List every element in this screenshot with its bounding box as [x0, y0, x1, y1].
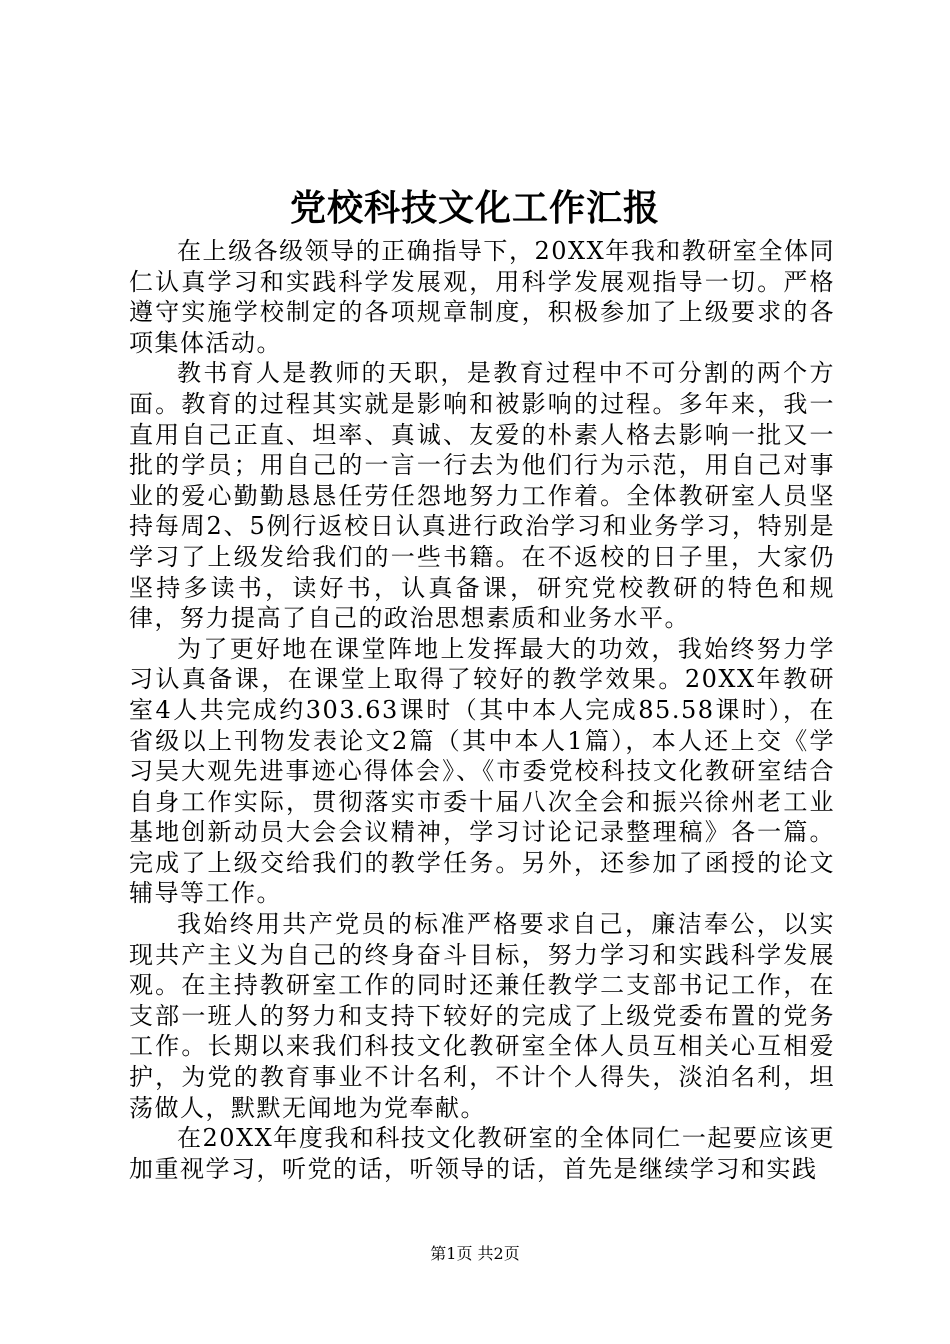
paragraph: 为了更好地在课堂阵地上发挥最大的功效，我始终努力学习认真备课，在课堂上取得了较好的教学效果。20XX年教研室4人共完成约303.63课时（其中本人完成85.58课时），在省级以上刊物发表论文2篇（其中本人1篇），本人还上交《学习吴大观先进事迹心得体会》、《市委党校科技文化教研室结合自身工作实际，贯彻落实市委十届八次全会和振兴徐州老工业基地创新动员大会会议精神，学习讨论记录整理稿》各一篇。完成了上级交给我们的教学任务。另外，还参加了函授的论文辅导等工作。: [129, 634, 835, 908]
document-body: [129, 236, 835, 1184]
paragraph: 在20XX年度我和科技文化教研室的全体同仁一起要应该更加重视学习，听党的话，听领导的话，首先是继续学习和实践: [129, 1124, 835, 1183]
paragraph: 在上级各级领导的正确指导下，20XX年我和教研室全体同仁认真学习和实践科学发展观，用科学发展观指导一切。严格遵守实施学校制定的各项规章制度，积极参加了上级要求的各项集体活动。: [129, 237, 835, 357]
document-title: 党校科技文化工作汇报: [289, 187, 660, 229]
paragraph: 教书育人是教师的天职，是教育过程中不可分割的两个方面。教育的过程其实就是影响和被影响的过程。多年来，我一直用自己正直、坦率、真诚、友爱的朴素人格去影响一批又一批的学员；用自己的一言一行去为他们行为示范，用自己对事业的爱心勤勤恳恳任劳任怨地努力工作着。全体教研室人员坚持每周2、5例行返校日认真进行政治学习和业务学习，特别是学习了上级发给我们的一些书籍。在不返校的日子里，大家仍坚持多读书，读好书，认真备课，研究党校教研的特色和规律，努力提高了自己的政治思想素质和业务水平。: [129, 359, 835, 633]
page-footer: 第1页 共2页: [430, 1244, 520, 1263]
paragraph: 我始终用共产党员的标准严格要求自己，廉洁奉公，以实现共产主义为自己的终身奋斗目标，努力学习和实践科学发展观。在主持教研室工作的同时还兼任教学二支部书记工作，在支部一班人的努力和支持下较好的完成了上级党委布置的党务工作。长期以来我们科技文化教研室全体人员互相关心互相爱护，为党的教育事业不计名利，不计个人得失，淡泊名利，坦荡做人，默默无闻地为党奉献。: [129, 910, 835, 1122]
